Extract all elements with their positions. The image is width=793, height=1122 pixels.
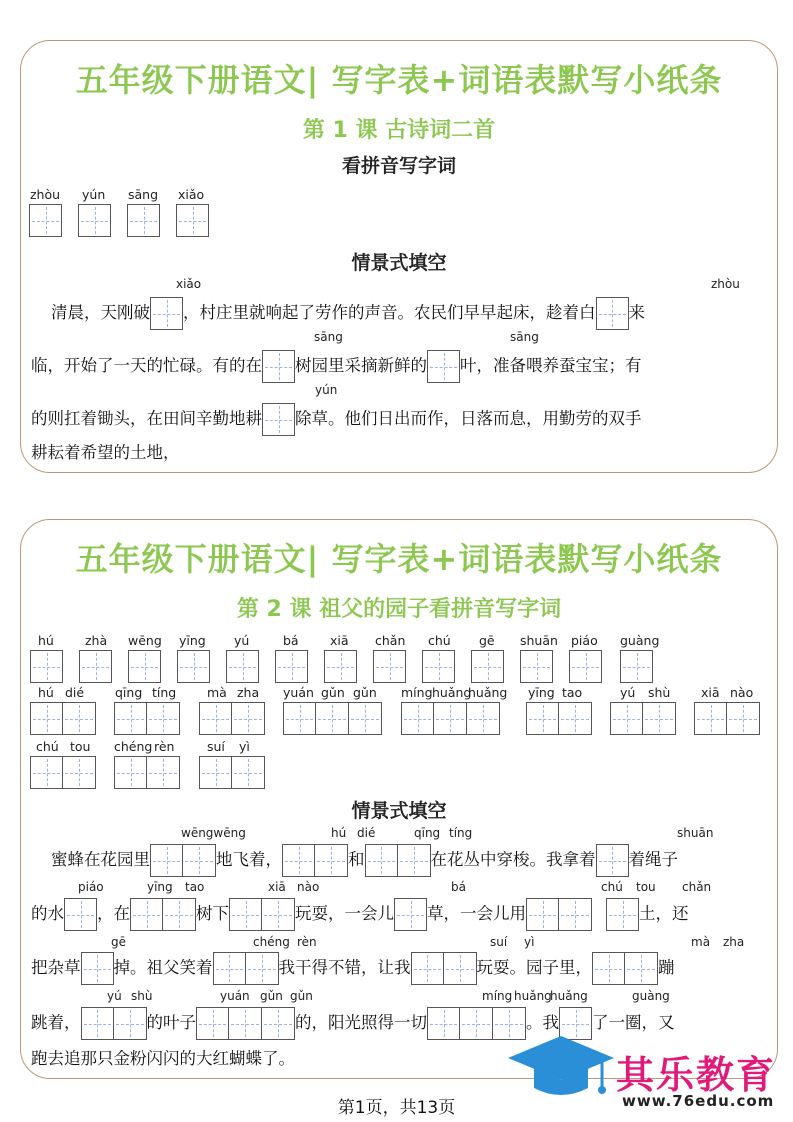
pinyin-label: huǎng	[514, 989, 552, 1003]
paragraph-text: 和	[348, 850, 365, 869]
writing-box[interactable]	[150, 297, 183, 330]
pinyin-label: xiā	[330, 633, 349, 648]
pinyin-label: wēng	[128, 633, 162, 648]
writing-box-group	[694, 702, 760, 735]
pinyin-label: qīng	[115, 685, 143, 700]
paragraph-text: 了一圈，又	[592, 1013, 675, 1032]
pinyin-label: tíng	[152, 685, 177, 700]
writing-box[interactable]	[349, 702, 382, 735]
writing-box[interactable]	[147, 702, 180, 735]
writing-box[interactable]	[64, 898, 97, 931]
pinyin-label: yuán	[283, 685, 314, 700]
paragraph-text: 叶，准备喂养蚕宝宝；有	[460, 356, 642, 375]
pinyin-label: xiā	[701, 685, 720, 700]
writing-box-group	[199, 702, 265, 735]
writing-box[interactable]	[147, 756, 180, 789]
paragraph-text: 的水	[31, 904, 64, 923]
writing-box-group	[283, 702, 382, 735]
pinyin-label: wēngwēng	[181, 826, 246, 840]
writing-box-group	[30, 702, 96, 735]
pinyin-label: yīng	[528, 685, 555, 700]
pinyin-label: tou	[636, 880, 656, 894]
writing-box[interactable]	[620, 650, 653, 683]
pinyin-label: tíng	[449, 826, 473, 840]
writing-box[interactable]	[610, 702, 643, 735]
paragraph-text: 玩耍。园子里，	[476, 958, 592, 977]
writing-box[interactable]	[114, 756, 147, 789]
pinyin-label: hú	[38, 633, 54, 648]
writing-box[interactable]	[373, 650, 406, 683]
graduation-cap-icon	[506, 1028, 616, 1108]
writing-box[interactable]	[30, 702, 63, 735]
paragraph-text: 着绳子	[628, 850, 678, 869]
pinyin-label: chéng	[114, 739, 153, 754]
pinyin-label: zha	[723, 935, 745, 949]
writing-box[interactable]	[694, 702, 727, 735]
pinyin-label: tao	[562, 685, 583, 700]
brand-url: www.76edu.com	[622, 1092, 775, 1110]
pinyin-label: zhà	[85, 633, 108, 648]
worksheet-card-2	[20, 519, 778, 1079]
pinyin-label: chǎn	[375, 633, 406, 648]
writing-box[interactable]	[520, 650, 553, 683]
pinyin-label: gē	[111, 935, 126, 949]
card-title: 五年级下册语文| 写字表+词语表默写小纸条	[75, 540, 723, 578]
pinyin-label: yuán	[220, 989, 250, 1003]
pinyin-label: yú	[107, 989, 122, 1003]
pinyin-label: yīng	[179, 633, 206, 648]
writing-box-group	[526, 702, 592, 735]
paragraph-text: 跑去追那只金粉闪闪的大红蝴蝶了。	[31, 1049, 295, 1068]
writing-box-group	[226, 650, 259, 683]
pinyin-label: chǎn	[682, 880, 712, 894]
pinyin-label: xiā	[268, 880, 286, 894]
writing-box-group	[620, 650, 653, 683]
pinyin-label: mà	[691, 935, 711, 949]
writing-box[interactable]	[526, 898, 559, 931]
paragraph-text: ，村庄里就响起了劳作的声音。农民们早早起床，趁着白	[183, 303, 596, 322]
writing-box[interactable]	[232, 702, 265, 735]
writing-box[interactable]	[199, 702, 232, 735]
page-number: 第1页，共13页	[337, 1098, 456, 1118]
pinyin-label: shù	[131, 989, 153, 1003]
writing-box[interactable]	[114, 1007, 147, 1040]
writing-box[interactable]	[283, 702, 316, 735]
writing-box[interactable]	[130, 898, 163, 931]
pinyin-label: sāng	[510, 330, 539, 344]
paragraph-text: 地飞着，	[216, 850, 282, 869]
lesson-heading: 第 1 课 古诗词二首	[302, 118, 496, 143]
writing-box[interactable]	[365, 844, 398, 877]
section-heading: 看拼音写字词	[341, 155, 456, 177]
pinyin-label: nào	[297, 880, 320, 894]
pinyin-label: qīng	[414, 826, 441, 840]
paragraph-text: 跳着，	[31, 1013, 81, 1032]
writing-box[interactable]	[411, 952, 444, 985]
writing-box[interactable]	[30, 650, 63, 683]
pinyin-label: piáo	[571, 633, 598, 648]
paragraph-text: 除草。他们日出而作，日落而息，用勤劳的双手	[295, 409, 642, 428]
writing-box[interactable]	[559, 702, 592, 735]
writing-box[interactable]	[324, 650, 357, 683]
paragraph-text: 蜜蜂在花园里	[51, 850, 150, 869]
pinyin-label: huǎng	[468, 685, 508, 700]
pinyin-label: rèn	[154, 739, 175, 754]
writing-box[interactable]	[559, 898, 592, 931]
paragraph-text: 土，还	[639, 904, 689, 923]
pinyin-label: gǔn	[260, 989, 283, 1003]
writing-box[interactable]	[79, 650, 112, 683]
pinyin-label: gǔn	[321, 685, 345, 700]
writing-box[interactable]	[727, 702, 760, 735]
pinyin-label: chú	[428, 633, 451, 648]
writing-box[interactable]	[63, 702, 96, 735]
writing-box[interactable]	[643, 702, 676, 735]
writing-box-group	[520, 650, 553, 683]
writing-box[interactable]	[196, 1007, 229, 1040]
writing-box[interactable]	[246, 952, 279, 985]
paragraph-text: 耕耘着希望的土地，	[31, 443, 180, 462]
lesson-heading: 第 2 课 祖父的园子看拼音写字词	[236, 597, 562, 622]
section-heading: 情景式填空	[351, 800, 447, 822]
writing-box-group	[114, 702, 180, 735]
writing-box[interactable]	[592, 952, 625, 985]
paragraph-text: 我干得不错，让我	[278, 958, 411, 977]
pinyin-label: yú	[234, 633, 250, 648]
pinyin-label: mà	[207, 685, 227, 700]
paragraph-text: 蹦	[658, 958, 675, 977]
writing-box-group	[114, 756, 180, 789]
pinyin-label: hú	[38, 685, 54, 700]
writing-box[interactable]	[81, 1007, 114, 1040]
paragraph-text: 在花丛中穿梭。我拿着	[430, 850, 596, 869]
paragraph-text: 玩耍，一会儿	[295, 904, 394, 923]
pinyin-label: tou	[70, 739, 91, 754]
pinyin-label: shuān	[677, 826, 714, 840]
writing-box[interactable]	[394, 898, 427, 931]
writing-box[interactable]	[444, 952, 477, 985]
writing-box[interactable]	[213, 952, 246, 985]
pinyin-label: suí	[207, 739, 225, 754]
writing-box[interactable]	[78, 204, 111, 237]
writing-box-group	[569, 650, 602, 683]
pinyin-label: gē	[479, 633, 495, 648]
pinyin-label: chú	[36, 739, 59, 754]
writing-box-group	[401, 702, 500, 735]
pinyin-label: yì	[524, 935, 535, 949]
writing-box[interactable]	[422, 650, 455, 683]
pinyin-label: guàng	[620, 633, 660, 648]
writing-box-group	[422, 650, 455, 683]
pinyin-label: yún	[315, 383, 338, 397]
pinyin-label: guàng	[632, 989, 670, 1003]
writing-box[interactable]	[128, 650, 161, 683]
paragraph-text: 来	[628, 303, 645, 322]
pinyin-label: huǎng	[550, 989, 588, 1003]
pinyin-label: yún	[82, 187, 106, 202]
writing-box[interactable]	[81, 952, 114, 985]
pinyin-label: dié	[65, 685, 85, 700]
paragraph-text: 。我	[526, 1013, 559, 1032]
writing-box[interactable]	[467, 702, 500, 735]
pinyin-label: nào	[730, 685, 754, 700]
pinyin-label: chéng	[253, 935, 290, 949]
pinyin-label: shù	[648, 685, 671, 700]
writing-box[interactable]	[229, 1007, 262, 1040]
pinyin-label: yú	[620, 685, 636, 700]
writing-box[interactable]	[127, 204, 160, 237]
writing-box[interactable]	[30, 756, 63, 789]
writing-box[interactable]	[177, 650, 210, 683]
writing-box-group	[30, 650, 63, 683]
writing-box[interactable]	[625, 952, 658, 985]
pinyin-label: zhòu	[30, 187, 61, 202]
paragraph-text: ，在	[97, 904, 130, 923]
writing-box[interactable]	[398, 844, 431, 877]
writing-box[interactable]	[199, 756, 232, 789]
writing-box[interactable]	[176, 204, 209, 237]
paragraph-text: 的叶子	[146, 1013, 196, 1032]
pinyin-label: zhòu	[711, 277, 740, 291]
pinyin-label: yīng	[147, 880, 173, 894]
pinyin-label: rèn	[297, 935, 317, 949]
paragraph-text: 把杂草	[31, 958, 81, 977]
pinyin-label: bá	[283, 633, 299, 648]
writing-box[interactable]	[229, 898, 262, 931]
paragraph-text: 清晨，天刚破	[51, 303, 150, 322]
writing-box[interactable]	[114, 702, 147, 735]
card-title: 五年级下册语文| 写字表+词语表默写小纸条	[75, 61, 723, 99]
writing-box[interactable]	[569, 650, 602, 683]
pinyin-label: piáo	[78, 880, 104, 894]
writing-box[interactable]	[401, 702, 434, 735]
writing-box[interactable]	[316, 702, 349, 735]
pinyin-label: huǎng	[432, 685, 472, 700]
writing-box[interactable]	[163, 898, 196, 931]
writing-box[interactable]	[596, 844, 629, 877]
writing-box-group	[199, 756, 265, 789]
paragraph-text: 的则扛着锄头，在田间辛勤地耕	[31, 409, 262, 428]
writing-box[interactable]	[262, 350, 295, 383]
writing-box[interactable]	[282, 844, 315, 877]
paragraph-text: 的，阳光照得一切	[295, 1013, 427, 1032]
writing-box-group	[373, 650, 406, 683]
writing-box[interactable]	[427, 350, 460, 383]
pinyin-label: sāng	[314, 330, 343, 344]
writing-box[interactable]	[262, 898, 295, 931]
writing-box-group	[275, 650, 308, 683]
paragraph-text: 树下	[196, 904, 229, 923]
pinyin-label: bá	[451, 880, 466, 894]
pinyin-label: xiǎo	[178, 187, 205, 202]
pinyin-label: gǔn	[353, 685, 377, 700]
writing-box-group	[610, 702, 676, 735]
paragraph-text: 掉。祖父笑着	[113, 958, 213, 977]
writing-box[interactable]	[63, 756, 96, 789]
pinyin-label: yì	[239, 739, 250, 754]
pinyin-label: tao	[185, 880, 205, 894]
brand-name: 其乐教育	[616, 1053, 777, 1097]
pinyin-label: dié	[357, 826, 376, 840]
pinyin-label: suí	[490, 935, 508, 949]
writing-box[interactable]	[232, 756, 265, 789]
pinyin-label: gǔn	[290, 989, 313, 1003]
writing-box[interactable]	[262, 1007, 295, 1040]
writing-box[interactable]	[315, 844, 348, 877]
writing-box[interactable]	[460, 1007, 493, 1040]
writing-box-group	[128, 650, 161, 683]
writing-box[interactable]	[226, 650, 259, 683]
brand-logo	[506, 1028, 788, 1114]
writing-box[interactable]	[526, 702, 559, 735]
writing-box[interactable]	[596, 297, 629, 330]
pinyin-label: míng	[401, 685, 433, 700]
paragraph-text: 临，开始了一天的忙碌。有的在	[31, 356, 262, 375]
writing-box-group	[177, 650, 210, 683]
writing-box[interactable]	[29, 204, 62, 237]
writing-box[interactable]	[434, 702, 467, 735]
paragraph-text: 草，一会儿用	[427, 904, 526, 923]
writing-box[interactable]	[427, 1007, 460, 1040]
pinyin-label: sāng	[128, 187, 159, 202]
writing-box-group	[30, 756, 96, 789]
pinyin-label: míng	[482, 989, 513, 1003]
pinyin-label: hú	[331, 826, 347, 840]
writing-box-group	[79, 650, 112, 683]
writing-box[interactable]	[275, 650, 308, 683]
section-heading: 情景式填空	[351, 252, 447, 274]
writing-box[interactable]	[471, 650, 504, 683]
paragraph-text: 树园里采摘新鲜的	[295, 356, 427, 375]
worksheet-card-1	[20, 40, 778, 473]
writing-box-group	[471, 650, 504, 683]
pinyin-label: xiǎo	[176, 277, 202, 291]
pinyin-label: shuān	[520, 633, 558, 648]
writing-box[interactable]	[606, 898, 639, 931]
pinyin-label: chú	[601, 880, 623, 894]
writing-box[interactable]	[150, 844, 183, 877]
writing-box[interactable]	[262, 403, 295, 436]
pinyin-label: zha	[237, 685, 260, 700]
writing-box[interactable]	[183, 844, 216, 877]
writing-box-group	[324, 650, 357, 683]
